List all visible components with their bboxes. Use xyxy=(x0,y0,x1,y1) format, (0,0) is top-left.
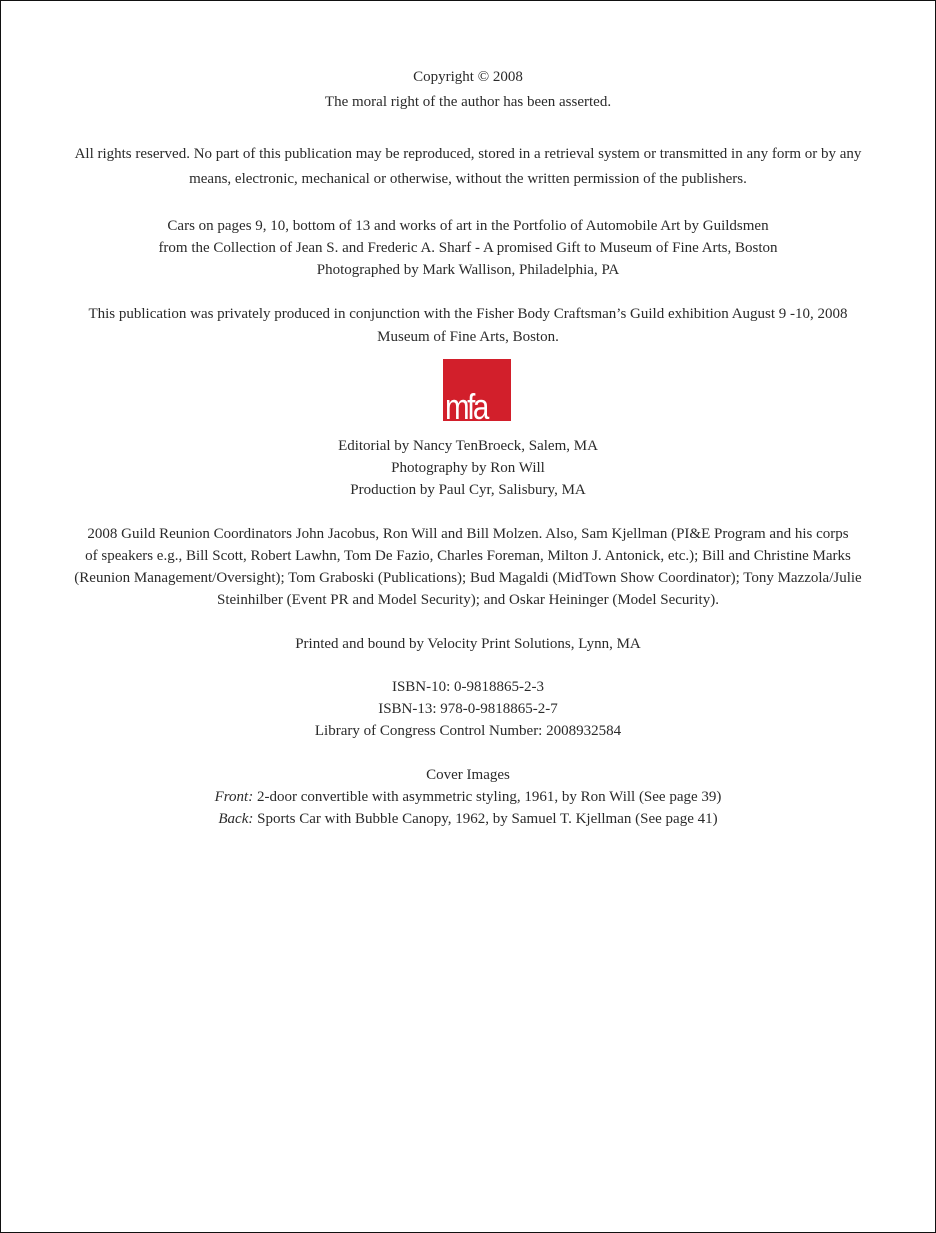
cover-front-text: 2-door convertible with asymmetric styling, 1961, by Ron Will (See page 39) xyxy=(253,789,722,805)
cover-front-line xyxy=(1,788,935,806)
copyright-line: Copyright © 2008 xyxy=(413,69,523,85)
rights-line-1: All rights reserved. No part of this publication may be reproduced, stored in a retrieval system or transmitted in any form or by any xyxy=(74,146,862,162)
cover-back-text: Sports Car with Bubble Canopy, 1962, by Samuel T. Kjellman (See page 41) xyxy=(253,811,718,827)
photography-credit: Photography by Ron Will xyxy=(391,460,545,476)
cars-line-1: Cars on pages 9, 10, bottom of 13 and works of art in the Portfolio of Automobile Art by Guildsmen xyxy=(167,218,769,234)
coordinators-line-4: Steinhilber (Event PR and Model Security); and Oskar Heininger (Model Security). xyxy=(217,592,719,608)
lccn-line: Library of Congress Control Number: 2008932584 xyxy=(314,723,622,739)
cover-front-label: Front: xyxy=(214,789,254,805)
cover-back-label: Back: xyxy=(218,811,254,827)
printer-line: Printed and bound by Velocity Print Solutions, Lynn, MA xyxy=(295,636,641,652)
coordinators-line-3: (Reunion Management/Oversight); Tom Graboski (Publications); Bud Magaldi (MidTown Show Coordinator); Tony Mazzola/Julie xyxy=(74,570,862,586)
publication-line-2: Museum of Fine Arts, Boston. xyxy=(377,329,559,345)
cars-line-3: Photographed by Mark Wallison, Philadelphia, PA xyxy=(316,262,620,278)
mfa-logo xyxy=(443,359,511,421)
publication-line-1: This publication was privately produced in conjunction with the Fisher Body Craftsman’s Guild exhibition August 9 -10, 2008 xyxy=(88,306,848,322)
cover-images-heading: Cover Images xyxy=(426,767,510,783)
editorial-credit: Editorial by Nancy TenBroeck, Salem, MA xyxy=(338,438,598,454)
rights-line-2: means, electronic, mechanical or otherwise, without the written permission of the publishers. xyxy=(189,171,747,187)
isbn-13: ISBN-13: 978-0-9818865-2-7 xyxy=(378,701,558,717)
mfa-logo-text: mfa xyxy=(445,386,487,421)
production-credit: Production by Paul Cyr, Salisbury, MA xyxy=(350,482,586,498)
cars-line-2: from the Collection of Jean S. and Frederic A. Sharf - A promised Gift to Museum of Fine Arts, Boston xyxy=(158,240,778,256)
isbn-10: ISBN-10: 0-9818865-2-3 xyxy=(391,679,545,695)
moral-right-line: The moral right of the author has been asserted. xyxy=(324,94,612,110)
coordinators-line-1: 2008 Guild Reunion Coordinators John Jacobus, Ron Will and Bill Molzen. Also, Sam Kjellman (PI&E Program and his corps xyxy=(87,526,849,542)
coordinators-line-2: of speakers e.g., Bill Scott, Robert Lawhn, Tom De Fazio, Charles Foreman, Milton J. Antonick, etc.); Bill and Christine Marks xyxy=(85,548,851,564)
cover-back-line xyxy=(1,810,935,828)
